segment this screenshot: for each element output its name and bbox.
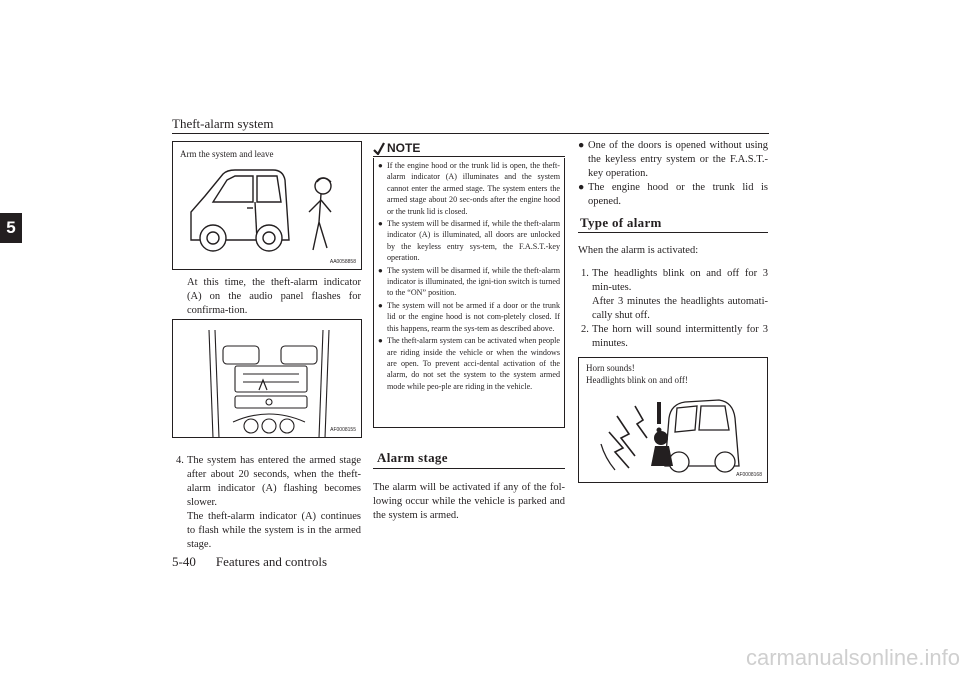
item-text: The system has entered the armed stage after about 20 seconds, when the theft-alarm indicator (A) flashing becomes slower. [187,455,361,508]
bullet-icon: ● [378,265,383,275]
paragraph-alarm-stage: The alarm will be activated if any of the fol-lowing occur while the vehicle is parked and the system is armed. [373,482,565,521]
item-number: 1. [581,268,589,279]
numbered-item-2 [581,323,768,351]
figure-horn-sounds [578,357,768,483]
item-text: The horn will sound intermittently for 3 minutes. [592,324,768,349]
item-number: 4. [176,455,184,466]
chapter-tab: 5 [0,213,22,243]
footer-section: Features and controls [215,554,328,569]
page-header-title: Theft-alarm system [172,116,274,131]
paragraph-when-activated: When the alarm is activated: [578,245,699,256]
item-text-continued: The theft-alarm indicator (A) continues to flash while the system is in the armed stage. [187,511,361,550]
item-text: The headlights blink on and off for 3 min-utes. [592,268,768,293]
bullet-icon: ● [578,140,585,151]
bullet-icon: ● [378,336,383,346]
note-item: ● The system will not be armed if a door or the trunk lid or the engine hood is not com-pletely closed. If this happens, rearm the sys-tem as described above. [378,300,560,333]
note-item: ● The system will be disarmed if, while the theft-alarm indicator (A) is illuminated, all doors are unlocked by the keyless entry sys-tem, the F.A.S.T.-key operation. [378,219,560,263]
section-title-alarm-stage: Alarm stage [377,450,448,465]
note-item: ● The theft-alarm system can be activated when people are riding inside the vehicle or when the windows are open. To prevent acci-dental activation of the alarm, do not set the system to the system armed mode while peo-ple are riding in the vehicle. [378,336,560,391]
watermark: carmanualsonline.info [745,645,960,670]
bullet-icon: ● [378,300,383,310]
bullet-icon: ● [378,161,383,170]
section-rule [578,232,768,233]
numbered-item-4 [176,454,361,552]
condition-list [578,139,768,209]
header-rule [172,133,769,134]
caption-line: Horn sounds! [586,363,635,373]
car-and-person-illustration [173,142,363,271]
figure-id: AF0008155 [330,427,356,433]
section-rule [373,468,565,469]
figure-id: AA0058858 [329,259,356,265]
alarm-burglar-illustration [579,358,769,484]
page-footer [172,554,347,570]
bullet-icon: ● [378,219,383,229]
figure-caption: Arm the system and leave [180,149,274,159]
note-item: ● The system will be disarmed if, while the theft-alarm indicator is illuminated, the igni-tion switch is turned to the “ON” position. [378,265,560,298]
note-header [373,141,565,157]
dashboard-illustration [173,320,363,439]
bullet-icon: ● [578,182,585,193]
note-box [373,158,565,428]
caption-line: Headlights blink on and off! [586,375,688,385]
item-number: 2. [581,324,589,335]
condition-item: ● One of the doors is opened without using the keyless entry system or the F.A.S.T.-key operation. [578,140,768,179]
note-item: ● If the engine hood or the trunk lid is open, the theft-alarm indicator (A) illuminates and the system cannot enter the armed stage. The system enters the armed stage about 20 sec-onds after the engine hood or the trunk lid is closed. [378,161,560,216]
note-label: NOTE [387,141,421,155]
condition-item: ● The engine hood or the trunk lid is opened. [578,182,768,207]
section-title-type-of-alarm: Type of alarm [580,215,662,230]
figure-dashboard [172,319,362,438]
figure-id: AF0008168 [736,472,762,478]
numbered-item-1 [581,267,768,323]
paragraph-indicator-flashes: At this time, the theft-alarm indicator (A) on the audio panel flashes for confirma-tion. [187,277,361,316]
page-number: 5-40 [172,554,196,569]
figure-arm-and-leave [172,141,362,270]
item-text-continued: After 3 minutes the headlights automati-cally shut off. [592,296,768,321]
note-icon [373,142,385,155]
